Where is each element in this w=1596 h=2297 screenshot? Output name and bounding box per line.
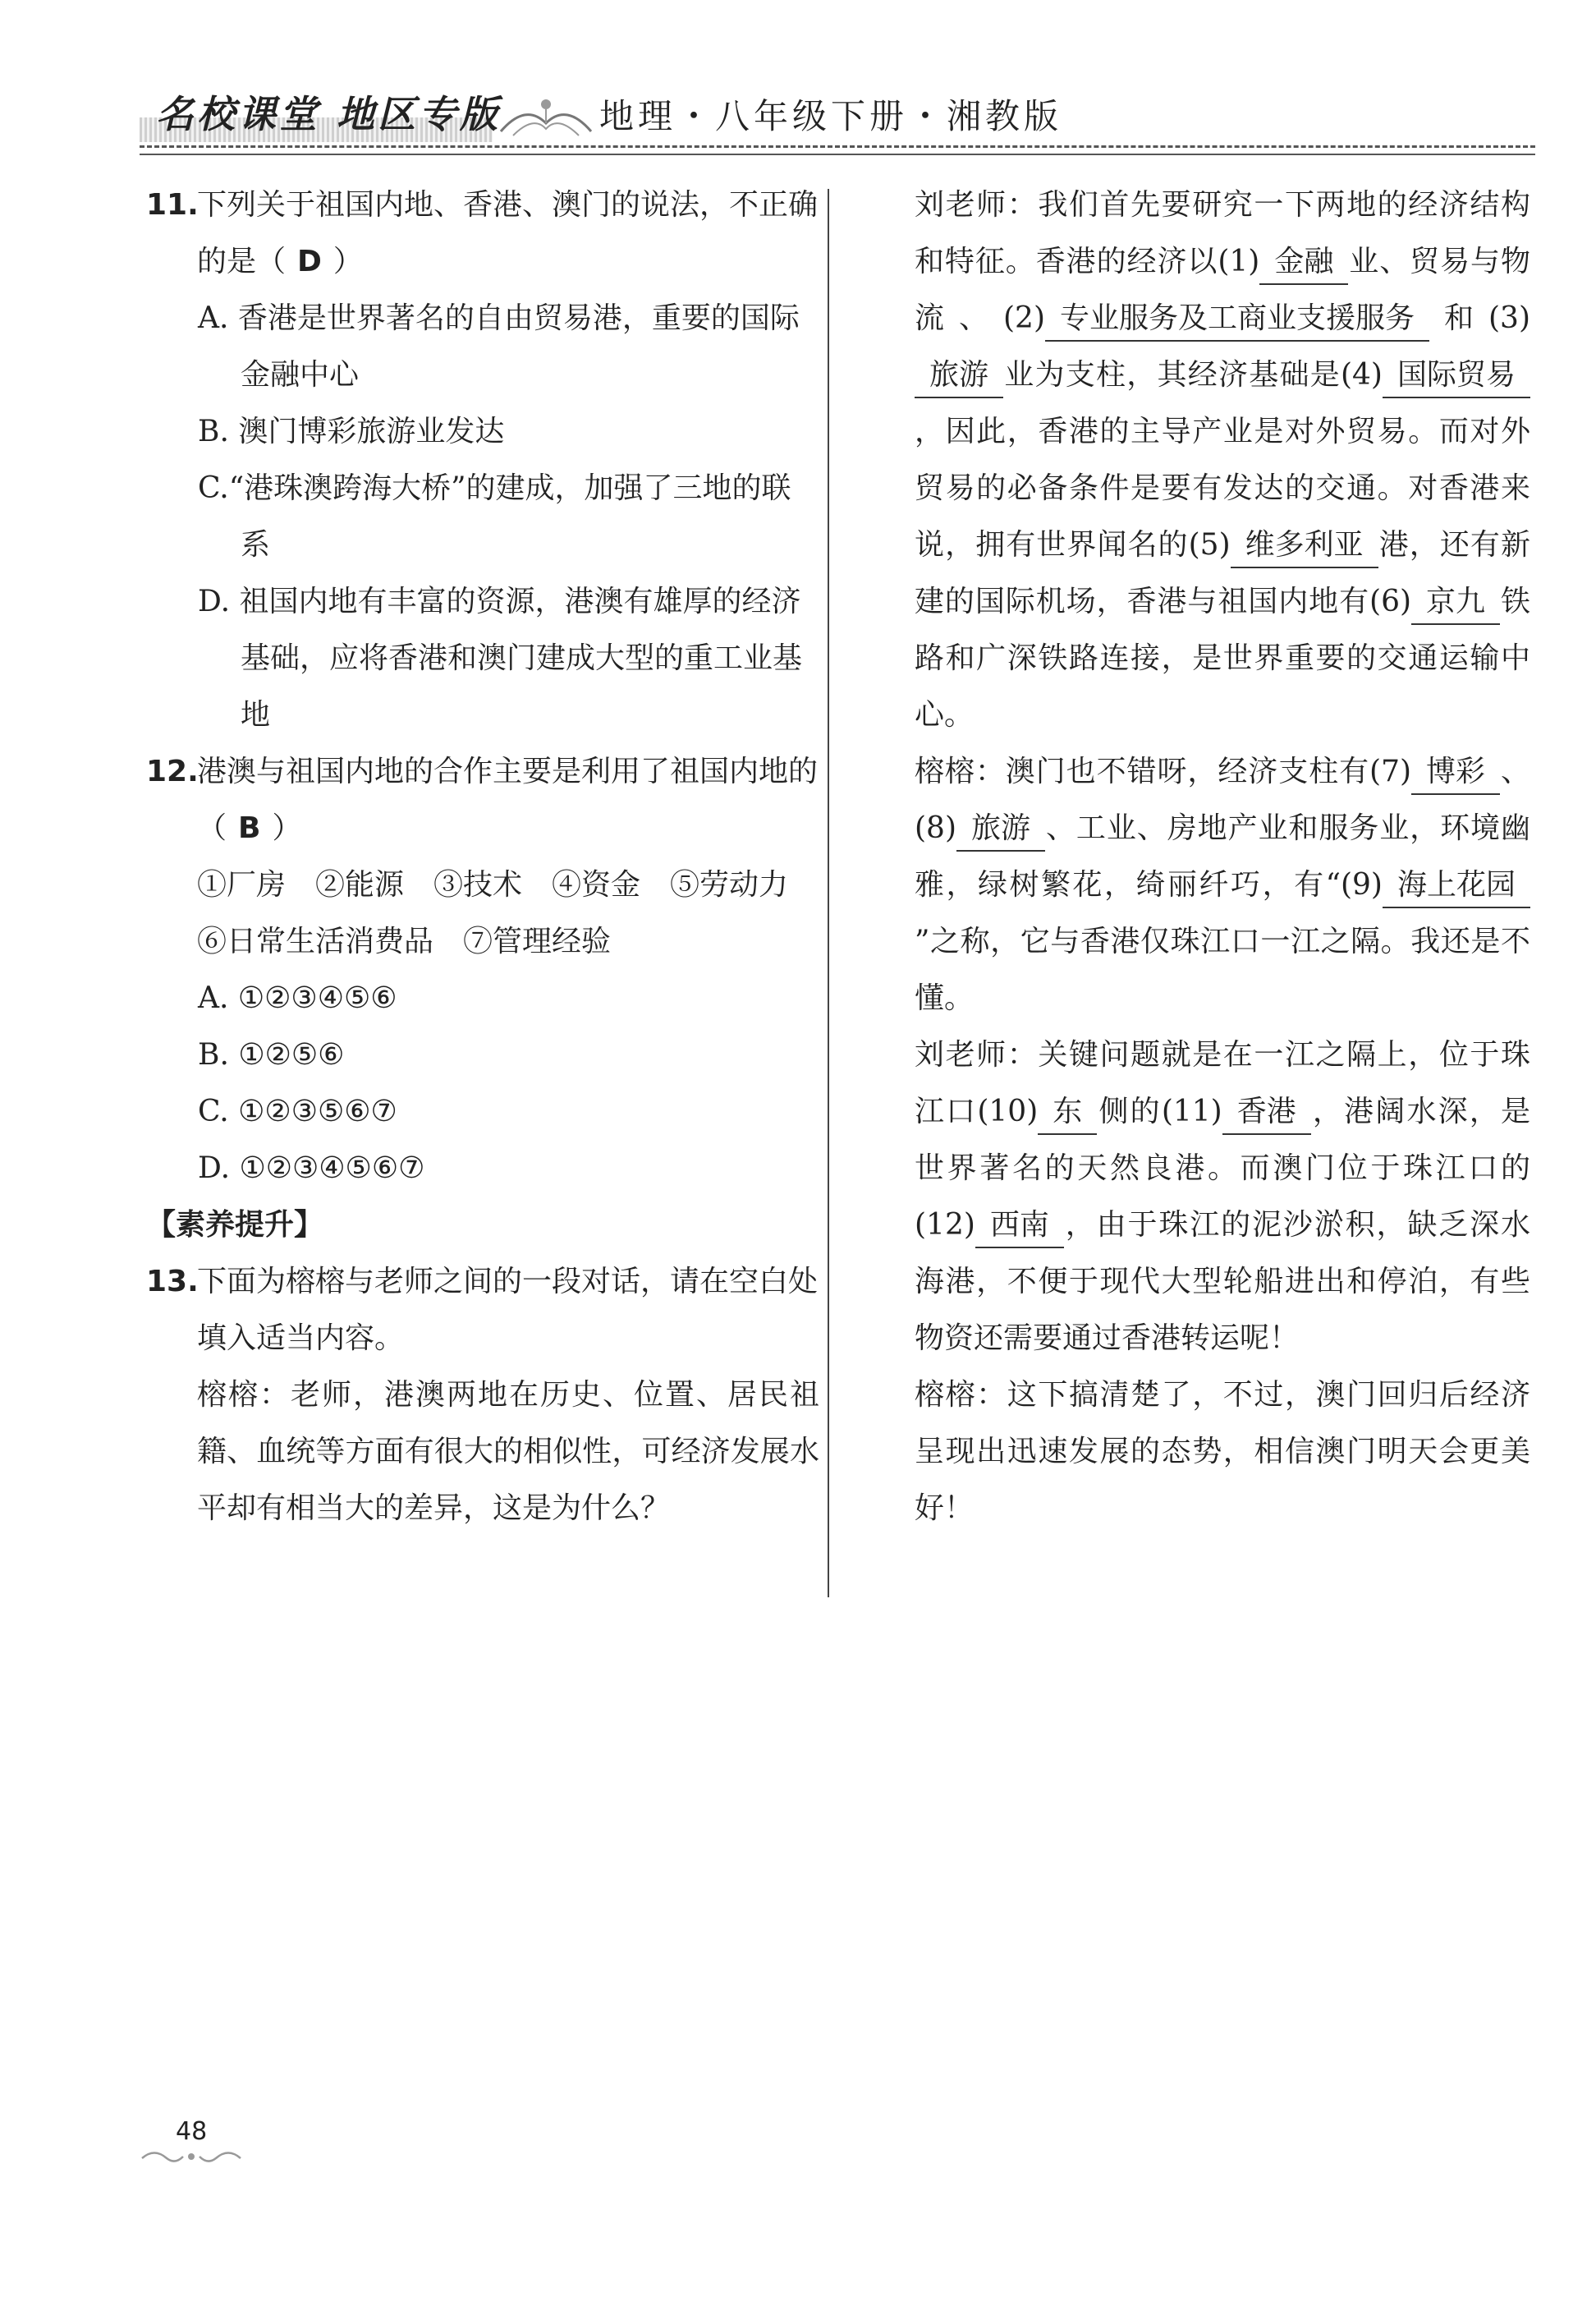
column-divider bbox=[828, 189, 829, 1597]
dialogue-text: 刘老师：关键问题就是在一江之隔上，位于珠江口(10) bbox=[915, 1038, 1530, 1128]
header-ornament-icon bbox=[493, 86, 599, 144]
dialogue-text: 业、贸易与物流、(2) bbox=[915, 245, 1530, 335]
question-11-option-b: B. 澳门博彩旅游业发达 bbox=[198, 415, 505, 448]
answer-blank-5: 维多利亚 bbox=[1231, 524, 1378, 568]
answer-blank-2: 专业服务及工商业支援服务 bbox=[1045, 297, 1429, 342]
answer-blank-8: 旅游 bbox=[956, 807, 1045, 852]
question-11-stem-end: ） bbox=[332, 245, 363, 278]
dialogue-rongrong-3: 榕榕：这下搞清楚了，不过，澳门回归后经济呈现出迅速发展的态势，相信澳门明天会更美好！ bbox=[915, 1378, 1530, 1525]
header-brand: 名校课堂 地区专版 bbox=[156, 92, 502, 136]
question-11-option-c: C.“港珠澳跨海大桥”的建成，加强了三地的联系 bbox=[198, 471, 791, 562]
answer-blank-6: 京九 bbox=[1411, 581, 1500, 625]
header-dashed-rule bbox=[140, 145, 1535, 148]
dialogue-text: 和(3) bbox=[1429, 301, 1531, 335]
page-header bbox=[140, 78, 1535, 152]
dialogue-text: 铁路和广深铁路连接，是世界重要的交通运输中心。 bbox=[915, 585, 1530, 732]
answer-blank-10: 东 bbox=[1038, 1091, 1097, 1135]
answer-blank-7: 博彩 bbox=[1411, 751, 1500, 795]
answer-blank-12: 西南 bbox=[975, 1204, 1064, 1248]
question-12 bbox=[146, 743, 819, 857]
section-title: 【素养提升】 bbox=[146, 1208, 324, 1242]
dialogue-rongrong-2 bbox=[915, 743, 1530, 1027]
question-13-stem: 下面为榕榕与老师之间的一段对话，请在空白处填入适当内容。 bbox=[197, 1265, 819, 1355]
dialogue-text: ”之称，它与香港仅珠江口一江之隔。我还是不懂。 bbox=[915, 925, 1530, 1015]
dialogue-teacher-1 bbox=[915, 177, 1530, 743]
dialogue-rongrong-1: 榕榕：老师，港澳两地在历史、位置、居民祖籍、血统等方面有很大的相似性，可经济发展水平却有相当大的差异，这是为什么？ bbox=[197, 1378, 819, 1525]
question-11-number: 11. bbox=[146, 188, 199, 222]
question-12-items: ①厂房 ②能源 ③技术 ④资金 ⑤劳动力 ⑥日常生活消费品 ⑦管理经验 bbox=[197, 868, 819, 958]
answer-blank-1: 金融 bbox=[1259, 241, 1348, 285]
question-11 bbox=[146, 177, 819, 290]
question-11-option-d: D. 祖国内地有丰富的资源，港澳有雄厚的经济基础，应将香港和澳门建成大型的重工业基地 bbox=[198, 585, 803, 732]
dialogue-text: 侧的(11) bbox=[1097, 1095, 1222, 1128]
question-12-option-b: B. ①②⑤⑥ bbox=[198, 1038, 345, 1072]
right-column bbox=[915, 177, 1530, 1537]
dialogue-text: ，由于珠江的泥沙淤积，缺乏深水海港，不便于现代大型轮船进出和停泊，有些物资还需要通过香港转运呢！ bbox=[915, 1208, 1530, 1355]
question-12-stem: 港澳与祖国内地的合作主要是利用了祖国内地的（ bbox=[197, 755, 819, 845]
dialogue-text: 榕榕：澳门也不错呀，经济支柱有(7) bbox=[915, 755, 1412, 788]
question-13 bbox=[146, 1253, 819, 1367]
question-11-answer: D bbox=[297, 245, 322, 278]
question-12-option-d: D. ①②③④⑤⑥⑦ bbox=[198, 1151, 425, 1185]
dialogue-text: ，因此，香港的主导产业是对外贸易。而对外贸易的必备条件是要有发达的交通。对香港来说，拥有世界闻名的(5) bbox=[915, 415, 1530, 562]
question-11-option-a: A. 香港是世界著名的自由贸易港，重要的国际金融中心 bbox=[198, 301, 800, 392]
answer-blank-3: 旅游 bbox=[915, 354, 1003, 398]
question-13-number: 13. bbox=[146, 1265, 199, 1298]
dialogue-text: ，港阔水深，是世界著名的天然良港。而澳门位于珠江口的(12) bbox=[915, 1095, 1530, 1242]
answer-blank-11: 香港 bbox=[1222, 1091, 1311, 1135]
page-number: 48 bbox=[176, 2117, 208, 2146]
answer-blank-9: 海上花园 bbox=[1383, 864, 1530, 908]
dialogue-text: 、工业、房地产业和服务业，环境幽雅，绿树繁花，绮丽纤巧，有“(9) bbox=[915, 811, 1530, 902]
dialogue-text: 业为支柱，其经济基础是(4) bbox=[1003, 358, 1383, 392]
left-column bbox=[146, 177, 819, 1537]
header-subject: 地理・八年级下册・湘教版 bbox=[599, 96, 1063, 136]
question-12-option-c: C. ①②③⑤⑥⑦ bbox=[198, 1095, 397, 1128]
question-12-number: 12. bbox=[146, 755, 199, 788]
dialogue-teacher-2 bbox=[915, 1027, 1530, 1367]
question-12-answer: B bbox=[238, 811, 261, 845]
question-12-option-a: A. ①②③④⑤⑥ bbox=[198, 981, 397, 1015]
dialogue-text: 刘老师：我们首先要研究一下两地的经济结构和特征。香港的经济以(1) bbox=[915, 188, 1530, 278]
dialogue-text: 、(8) bbox=[915, 755, 1530, 845]
dialogue-text: 港，还有新建的国际机场，香港与祖国内地有(6) bbox=[915, 528, 1530, 618]
page-ornament-icon bbox=[138, 2143, 245, 2168]
question-12-stem-end: ） bbox=[272, 811, 302, 845]
answer-blank-4: 国际贸易 bbox=[1383, 354, 1530, 398]
header-solid-rule bbox=[140, 154, 1535, 155]
question-11-stem: 下列关于祖国内地、香港、澳门的说法，不正确的是（ bbox=[197, 188, 819, 278]
